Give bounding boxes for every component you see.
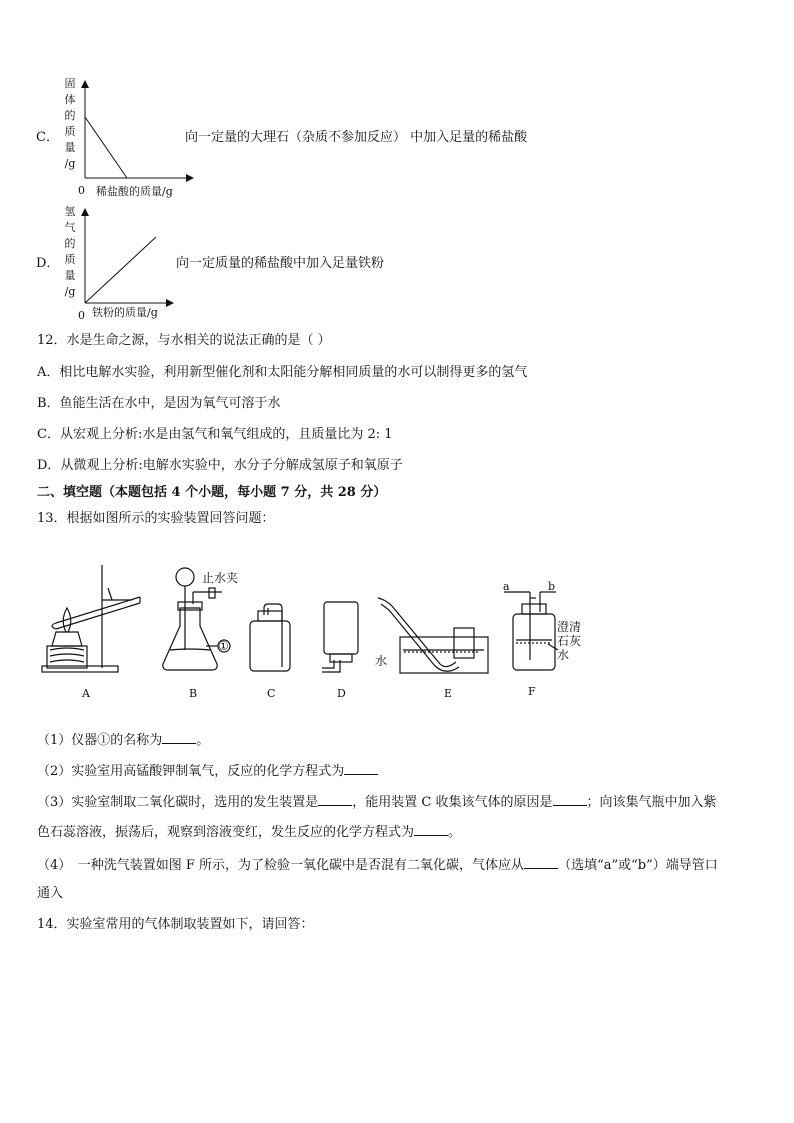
y-label-char: 氢 bbox=[64, 205, 76, 218]
q13-sub1 bbox=[37, 731, 209, 749]
option-d-letter: D． bbox=[36, 256, 60, 271]
apparatus-c bbox=[250, 604, 290, 671]
apparatus-label-b: B bbox=[189, 687, 198, 700]
port-b-label: b bbox=[548, 580, 556, 593]
apparatus-label-e: E bbox=[444, 687, 453, 700]
q13-sub3-line2 bbox=[37, 823, 461, 841]
y-label-char: /g bbox=[64, 285, 76, 298]
option-d-description: 向一定质量的稀盐酸中加入足量铁粉 bbox=[176, 256, 385, 271]
y-label-char: 质 bbox=[64, 253, 76, 266]
q13-sub4-line1 bbox=[37, 856, 718, 874]
limewater-line: 澄清 bbox=[557, 620, 582, 634]
q13-sub2-text: （2）实验室用高锰酸钾制氧气，反应的化学方程式为 bbox=[37, 764, 345, 779]
q13-sub3-line1 bbox=[37, 793, 717, 811]
limewater-line: 石灰 bbox=[557, 634, 582, 648]
y-label-char: 的 bbox=[64, 109, 76, 122]
apparatus-label-a: A bbox=[82, 687, 90, 700]
q14-stem: 14．实验室常用的气体制取装置如下，请回答： bbox=[37, 917, 314, 932]
y-label-char: /g bbox=[64, 157, 76, 170]
answer-blank[interactable] bbox=[553, 793, 587, 806]
apparatus-label-c: C bbox=[267, 687, 276, 700]
answer-blank[interactable] bbox=[414, 823, 448, 836]
y-label-char: 量 bbox=[64, 141, 76, 154]
q13-sub3-text: ；向该集气瓶中加入紫 bbox=[586, 795, 717, 810]
q13-sub1-text: （1）仪器①的名称为 bbox=[37, 733, 163, 748]
q13-sub3-text: （3）实验室制取二氧化碳时，选用的发生装置是 bbox=[37, 795, 319, 810]
q12-option-b: B．鱼能生活在水中，是因为氧气可溶于水 bbox=[37, 396, 281, 411]
q13-sub4-text: （选填“a”或“b”）端导管口 bbox=[558, 858, 718, 873]
apparatus-a bbox=[42, 565, 140, 672]
apparatus-label-f: F bbox=[528, 685, 536, 698]
q12-option-c: C．从宏观上分析:水是由氢气和氧气组成的，且质量比为 2: 1 bbox=[37, 427, 393, 442]
y-label-char: 固 bbox=[64, 77, 76, 90]
apparatus-label-d: D bbox=[337, 687, 346, 700]
option-d-x-axis-label: 铁粉的质量/g bbox=[92, 306, 158, 319]
option-c-origin: 0 bbox=[78, 184, 85, 197]
y-label-char: 量 bbox=[64, 269, 76, 282]
q13-stem: 13．根据如图所示的实验装置回答问题： bbox=[37, 511, 275, 526]
y-label-char: 质 bbox=[64, 125, 76, 138]
limewater-line: 水 bbox=[557, 648, 570, 662]
clamp-label: 止水夹 bbox=[202, 571, 239, 585]
apparatus-d bbox=[322, 602, 358, 672]
y-label-char: 体 bbox=[64, 93, 76, 106]
option-c-x-axis-label: 稀盐酸的质量/g bbox=[96, 185, 173, 198]
q13-sub3-text: 色石蕊溶液，振荡后，观察到溶液变红，发生反应的化学方程式为 bbox=[37, 825, 415, 840]
option-c-description: 向一定量的大理石（杂质不参加反应） 中加入足量的稀盐酸 bbox=[185, 130, 528, 145]
q13-sub4-line2: 通入 bbox=[37, 886, 64, 901]
answer-blank[interactable] bbox=[318, 793, 352, 806]
q12-stem: 12．水是生命之源，与水相关的说法正确的是（ ） bbox=[37, 333, 331, 348]
apparatus-e bbox=[378, 598, 488, 673]
answer-blank[interactable] bbox=[162, 731, 196, 744]
section-heading: 二、填空题（本题包括 4 个小题，每小题 7 分，共 28 分） bbox=[37, 485, 387, 500]
circle-one-label: ① bbox=[218, 639, 229, 653]
water-label: 水 bbox=[375, 654, 388, 668]
option-c-letter: C． bbox=[36, 130, 59, 145]
q12-option-d: D．从微观上分析:电解水实验中，水分子分解成氢原子和氧原子 bbox=[37, 458, 403, 473]
y-label-char: 的 bbox=[64, 237, 76, 250]
port-a-label: a bbox=[503, 580, 510, 593]
limewater-label bbox=[557, 620, 581, 662]
option-d-origin: 0 bbox=[78, 309, 85, 322]
q13-sub2 bbox=[37, 762, 378, 780]
apparatus-f bbox=[504, 592, 558, 670]
q13-sub3-end: 。 bbox=[448, 825, 462, 840]
q13-sub1-end: 。 bbox=[196, 733, 210, 748]
answer-blank[interactable] bbox=[524, 856, 558, 869]
q13-sub4-text: （4） 一种洗气装置如图 F 所示，为了检验一氧化碳中是否混有二氧化碳，气体应从 bbox=[37, 858, 525, 873]
y-label-char: 气 bbox=[64, 221, 76, 234]
answer-blank[interactable] bbox=[344, 762, 378, 775]
q12-option-a: A．相比电解水实验，利用新型催化剂和太阳能分解相同质量的水可以制得更多的氢气 bbox=[37, 365, 528, 380]
q13-sub3-text: ，能用装置 C 收集该气体的原因是 bbox=[352, 795, 553, 810]
